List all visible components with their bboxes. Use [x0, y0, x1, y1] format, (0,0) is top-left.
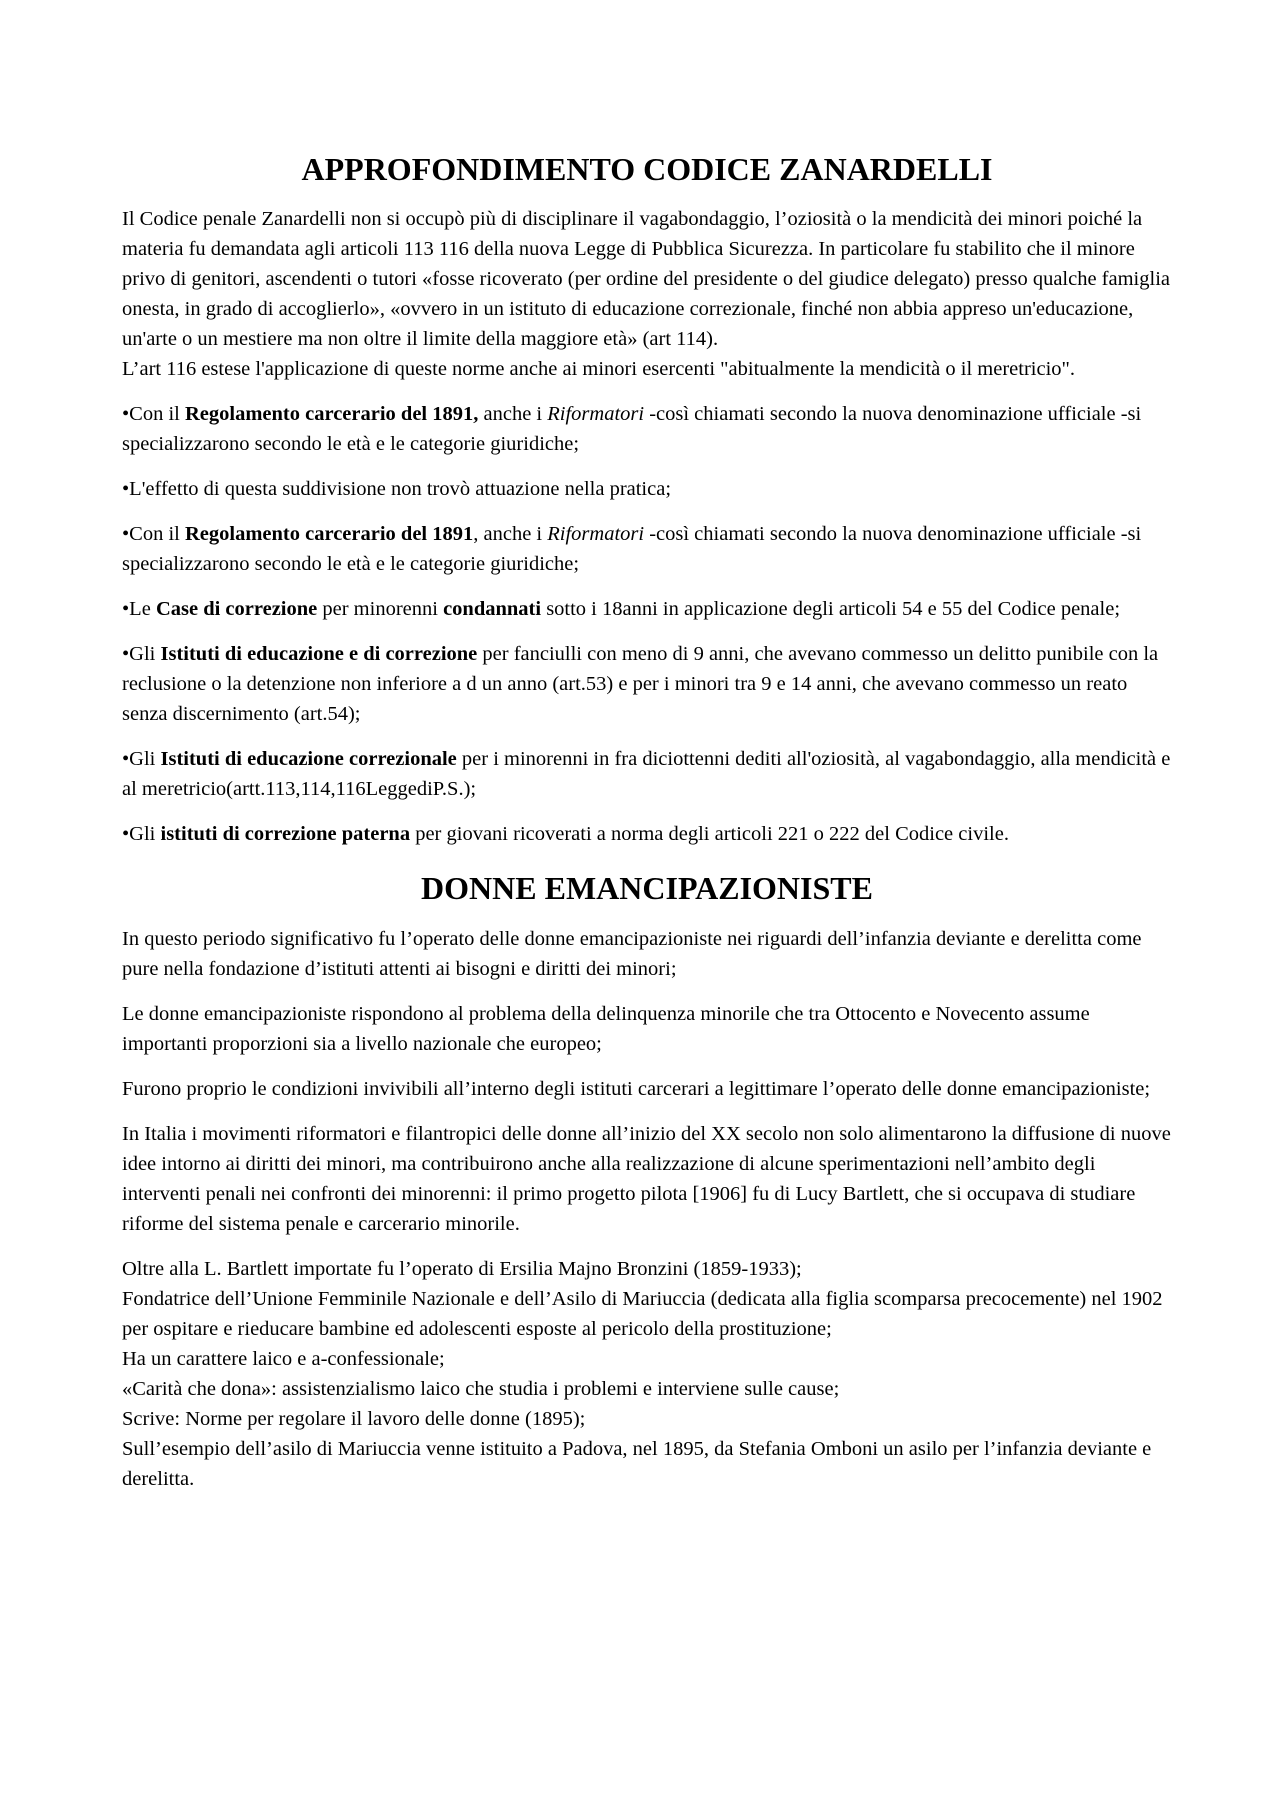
bullet-regolamento-1: •Con il Regolamento carcerario del 1891, anche i Riformatori -così chiamati secondo la nuova denominazione ufficiale -si specializzarono secondo le età e le categorie giuridiche;	[122, 403, 1142, 456]
bullet-istituti-educazione-correzionale: •Gli Istituti di educazione correzionale per i minorenni in fra diciottenni dediti all'oziosità, al vagabondaggio, alla mendicità e al meretricio(artt.113,114,116LeggediP.S.);	[122, 748, 1171, 801]
bullet-effetto: •L'effetto di questa suddivisione non trovò attuazione nella pratica;	[122, 478, 672, 501]
paragraph-majno	[122, 1254, 1172, 1494]
bullet-case-di-correzione: •Le Case di correzione per minorenni condannati sotto i 18anni in applicazione degli articoli 54 e 55 del Codice penale;	[122, 598, 1121, 621]
paragraph-delinquenza: Le donne emancipazioniste rispondono al problema della delinquenza minorile che tra Ottocento e Novecento assume importanti proporzioni sia a livello nazionale che europeo;	[122, 1002, 1090, 1055]
section-title-donne-emancipazioniste: DONNE EMANCIPAZIONISTE	[421, 870, 873, 907]
paragraph-operato: In questo periodo significativo fu l’operato delle donne emancipazioniste nei riguardi dell’infanzia deviante e derelitta come pure nella fondazione d’istituti attenti ai bisogni e diritti dei minori;	[122, 927, 1142, 980]
paragraph-condizioni: Furono proprio le condizioni invivibili all’interno degli istituti carcerari a legittimare l’operato delle donne emancipazioniste;	[122, 1077, 1151, 1100]
bullet-istituti-educazione-correzione: •Gli Istituti di educazione e di correzione per fanciulli con meno di 9 anni, che avevano commesso un delitto punibile con la reclusione o la detenzione non inferiore a d un anno (art.53) e per i minori tra 9 e 14 anni, che avevano commesso un reato senza discernimento (art.54);	[122, 643, 1159, 726]
section-title-codice-zanardelli: APPROFONDIMENTO CODICE ZANARDELLI	[301, 151, 993, 187]
text-line: Oltre alla L. Bartlett importate fu l’operato di Ersilia Majno Bronzini (1859-1933);	[122, 1257, 802, 1280]
paragraph-italia: In Italia i movimenti riformatori e filantropici delle donne all’inizio del XX secolo non solo alimentarono la diffusione di nuove idee intorno ai diritti dei minori, ma contribuirono anche alla realizzazione di alcune sperimentazioni nell’ambito degli interventi penali nei confronti dei minorenni: il primo progetto pilota [1906] fu di Lucy Bartlett, che si occupava di studiare riforme del sistema penale e carcerario minorile.	[122, 1122, 1171, 1235]
text-line: Scrive: Norme per regolare il lavoro delle donne (1895);	[122, 1407, 586, 1430]
bullet-correzione-paterna: •Gli istituti di correzione paterna per giovani ricoverati a norma degli articoli 221 o 222 del Codice civile.	[122, 823, 1009, 846]
text-line: «Carità che dona»: assistenzialismo laico che studia i problemi e interviene sulle cause;	[122, 1377, 840, 1400]
intro-paragraph: Il Codice penale Zanardelli non si occupò più di disciplinare il vagabondaggio, l’oziosità o la mendicità dei minori poiché la materia fu demandata agli articoli 113 116 della nuova Legge di Pubblica Sicurezza. In particolare fu stabilito che il minore privo di genitori, ascendenti o tutori «fosse ricoverato (per ordine del presidente o del giudice delegato) presso qualche famiglia onesta, in grado di accoglierlo», «ovvero in un istituto di educazione correzionale, finché non abbia appreso un'educazione, un'arte o un mestiere ma non oltre il limite della maggiore età» (art 114).	[122, 208, 1170, 351]
document-page	[122, 150, 1172, 1494]
text-line: Sull’esempio dell’asilo di Mariuccia venne istituito a Padova, nel 1895, da Stefania Omboni un asilo per l’infanzia deviante e derelitta.	[122, 1437, 1152, 1490]
text-line: Fondatrice dell’Unione Femminile Nazionale e dell’Asilo di Mariuccia (dedicata alla figlia scomparsa precocemente) nel 1902 per ospitare e rieducare bambine ed adolescenti esposte al pericolo della prostituzione;	[122, 1287, 1163, 1340]
text-line: Ha un carattere laico e a-confessionale;	[122, 1347, 445, 1370]
art116-paragraph: L’art 116 estese l'applicazione di queste norme anche ai minori esercenti "abitualmente la mendicità o il meretricio".	[122, 358, 1076, 381]
bullet-regolamento-2: •Con il Regolamento carcerario del 1891, anche i Riformatori -così chiamati secondo la nuova denominazione ufficiale -si specializzarono secondo le età e le categorie giuridiche;	[122, 523, 1142, 576]
